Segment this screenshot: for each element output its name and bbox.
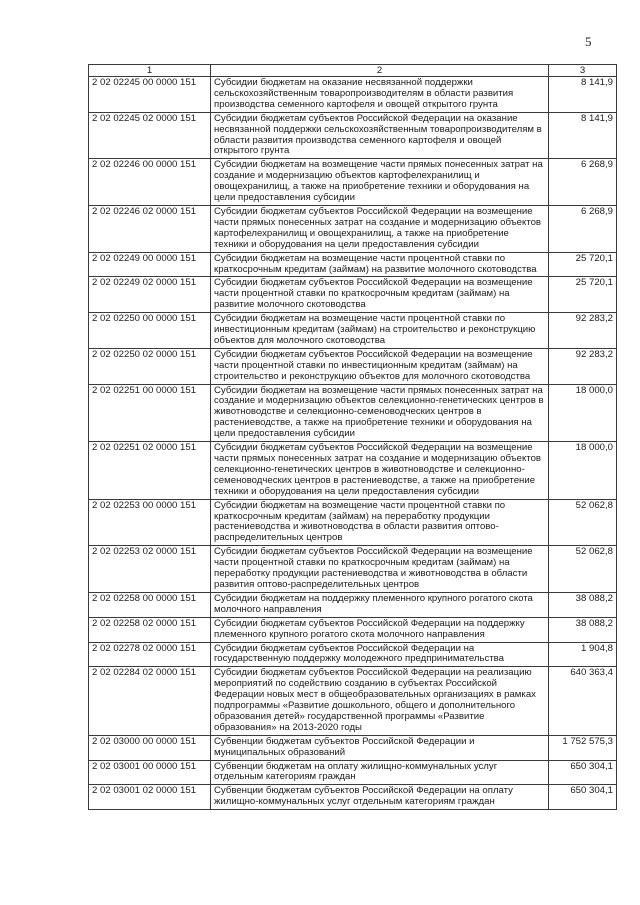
description-cell: Субсидии бюджетам на возмещение части прямых понесенных затрат на создание и модернизацию объектов селекционно-генетических центров в животноводстве и селекционно-семеноводческих центров в растениеводстве, а также на приобретение техники и оборудования на цели предоставления субсидии [211, 384, 549, 442]
table-row [89, 442, 617, 500]
budget-code-cell: 2 02 02253 00 0000 151 [89, 499, 211, 546]
table-row [89, 735, 617, 760]
budget-code-cell: 2 02 02250 00 0000 151 [89, 313, 211, 349]
budget-code-cell: 2 02 02245 00 0000 151 [89, 77, 211, 113]
table-row [89, 77, 617, 113]
description-cell: Субсидии бюджетам на оказание несвязанной поддержки сельскохозяйственным товаропроизводителям в области развития производства семенного картофеля и овощей открытого грунта [211, 77, 549, 113]
budget-code-cell: 2 02 02278 02 0000 151 [89, 642, 211, 667]
amount-cell: 6 268,9 [549, 159, 617, 206]
budget-code-cell: 2 02 02258 02 0000 151 [89, 617, 211, 642]
amount-cell: 18 000,0 [549, 384, 617, 442]
amount-cell: 8 141,9 [549, 77, 617, 113]
table-row [89, 617, 617, 642]
amount-cell: 650 304,1 [549, 785, 617, 810]
amount-cell: 38 088,2 [549, 617, 617, 642]
description-cell: Субсидии бюджетам на возмещение части процентной ставки по инвестиционным кредитам (займам) на строительство и реконструкцию объектов для молочного скотоводства [211, 313, 549, 349]
table-row [89, 592, 617, 617]
table-row [89, 499, 617, 546]
amount-cell: 1 752 575,3 [549, 735, 617, 760]
budget-code-cell: 2 02 02251 02 0000 151 [89, 442, 211, 500]
description-cell: Субсидии бюджетам на возмещение части прямых понесенных затрат на создание и модернизацию объектов картофелехранилищ и овощехранилищ, а также на приобретение техники и оборудования на цели предоставления субсидии [211, 159, 549, 206]
table-row [89, 252, 617, 277]
amount-cell: 1 904,8 [549, 642, 617, 667]
description-cell: Субвенции бюджетам на оплату жилищно-коммунальных услуг отдельным категориям граждан [211, 760, 549, 785]
table-row [89, 384, 617, 442]
table-row [89, 159, 617, 206]
description-cell: Субсидии бюджетам субъектов Российской Федерации на возмещение части процентной ставки по инвестиционным кредитам (займам) на строительство и реконструкцию объектов для молочного скотоводства [211, 348, 549, 384]
amount-cell: 18 000,0 [549, 442, 617, 500]
budget-table-body [89, 65, 617, 810]
amount-cell: 52 062,8 [549, 499, 617, 546]
budget-code-cell: 2 02 02251 00 0000 151 [89, 384, 211, 442]
budget-code-cell: 2 02 02258 00 0000 151 [89, 592, 211, 617]
amount-cell: 640 363,4 [549, 667, 617, 735]
description-cell: Субвенции бюджетам субъектов Российской Федерации на оплату жилищно-коммунальных услуг отдельным категориям граждан [211, 785, 549, 810]
description-cell: Субсидии бюджетам субъектов Российской Федерации на оказание несвязанной поддержки сельскохозяйственным товаропроизводителям в области развития производства семенного картофеля и овощей открытого грунта [211, 112, 549, 159]
description-cell: Субсидии бюджетам субъектов Российской Федерации на возмещение части прямых понесенных затрат на создание и модернизацию объектов картофелехранилищ и овощехранилищ, а также на приобретение техники и оборудования на цели предоставления субсидии [211, 205, 549, 252]
amount-cell: 25 720,1 [549, 252, 617, 277]
description-cell: Субсидии бюджетам субъектов Российской Федерации на государственную поддержку молодежного предпринимательства [211, 642, 549, 667]
table-row [89, 785, 617, 810]
description-cell: Субсидии бюджетам субъектов Российской Федерации на поддержку племенного крупного рогатого скота молочного направления [211, 617, 549, 642]
budget-code-cell: 2 02 02246 00 0000 151 [89, 159, 211, 206]
budget-code-cell: 2 02 03000 00 0000 151 [89, 735, 211, 760]
description-cell: Субсидии бюджетам субъектов Российской Федерации на возмещение части прямых понесенных затрат на создание и модернизацию объектов селекционно-генетических центров в животноводстве и селекционно-семеноводческих центров в растениеводстве, а также на приобретение техники и оборудования на цели предоставления субсидии [211, 442, 549, 500]
table-row [89, 546, 617, 593]
page-number: 5 [585, 34, 592, 49]
column-header: 1 [89, 65, 211, 77]
budget-code-cell: 2 02 02246 02 0000 151 [89, 205, 211, 252]
amount-cell: 92 283,2 [549, 313, 617, 349]
table-row [89, 348, 617, 384]
description-cell: Субсидии бюджетам на поддержку племенного крупного рогатого скота молочного направления [211, 592, 549, 617]
amount-cell: 25 720,1 [549, 277, 617, 313]
table-row [89, 112, 617, 159]
table-row [89, 313, 617, 349]
description-cell: Субвенции бюджетам субъектов Российской Федерации и муниципальных образований [211, 735, 549, 760]
description-cell: Субсидии бюджетам на возмещение части процентной ставки по краткосрочным кредитам (займам) на переработку продукции растениеводства и животноводства в области развития оптово-распределительных центров [211, 499, 549, 546]
budget-code-cell: 2 02 02245 02 0000 151 [89, 112, 211, 159]
budget-code-cell: 2 02 03001 00 0000 151 [89, 760, 211, 785]
table-row [89, 205, 617, 252]
column-header: 3 [549, 65, 617, 77]
table-row [89, 642, 617, 667]
budget-code-cell: 2 02 02253 02 0000 151 [89, 546, 211, 593]
amount-cell: 52 062,8 [549, 546, 617, 593]
amount-cell: 6 268,9 [549, 205, 617, 252]
budget-code-cell: 2 02 02250 02 0000 151 [89, 348, 211, 384]
budget-table [88, 64, 617, 810]
budget-code-cell: 2 02 02249 00 0000 151 [89, 252, 211, 277]
description-cell: Субсидии бюджетам субъектов Российской Федерации на возмещение части процентной ставки по краткосрочным кредитам (займам) на развитие молочного скотоводства [211, 277, 549, 313]
amount-cell: 38 088,2 [549, 592, 617, 617]
amount-cell: 92 283,2 [549, 348, 617, 384]
amount-cell: 8 141,9 [549, 112, 617, 159]
budget-code-cell: 2 02 02249 02 0000 151 [89, 277, 211, 313]
budget-code-cell: 2 02 02284 02 0000 151 [89, 667, 211, 735]
description-cell: Субсидии бюджетам на возмещение части процентной ставки по краткосрочным кредитам (займам) на развитие молочного скотоводства [211, 252, 549, 277]
amount-cell: 650 304,1 [549, 760, 617, 785]
budget-code-cell: 2 02 03001 02 0000 151 [89, 785, 211, 810]
description-cell: Субсидии бюджетам субъектов Российской Федерации на возмещение части процентной ставки по краткосрочным кредитам (займам) на переработку продукции растениеводства и животноводства в области развития оптово-распределительных центров [211, 546, 549, 593]
table-header-row [89, 65, 617, 77]
description-cell: Субсидии бюджетам субъектов Российской Федерации на реализацию мероприятий по содействию созданию в субъектах Российской Федерации новых мест в общеобразовательных организациях в рамках подпрограммы «Развитие дошкольного, общего и дополнительного образования детей» государственной программы «Развитие образования» на 2013-2020 годы [211, 667, 549, 735]
table-row [89, 277, 617, 313]
table-row [89, 667, 617, 735]
column-header: 2 [211, 65, 549, 77]
table-row [89, 760, 617, 785]
